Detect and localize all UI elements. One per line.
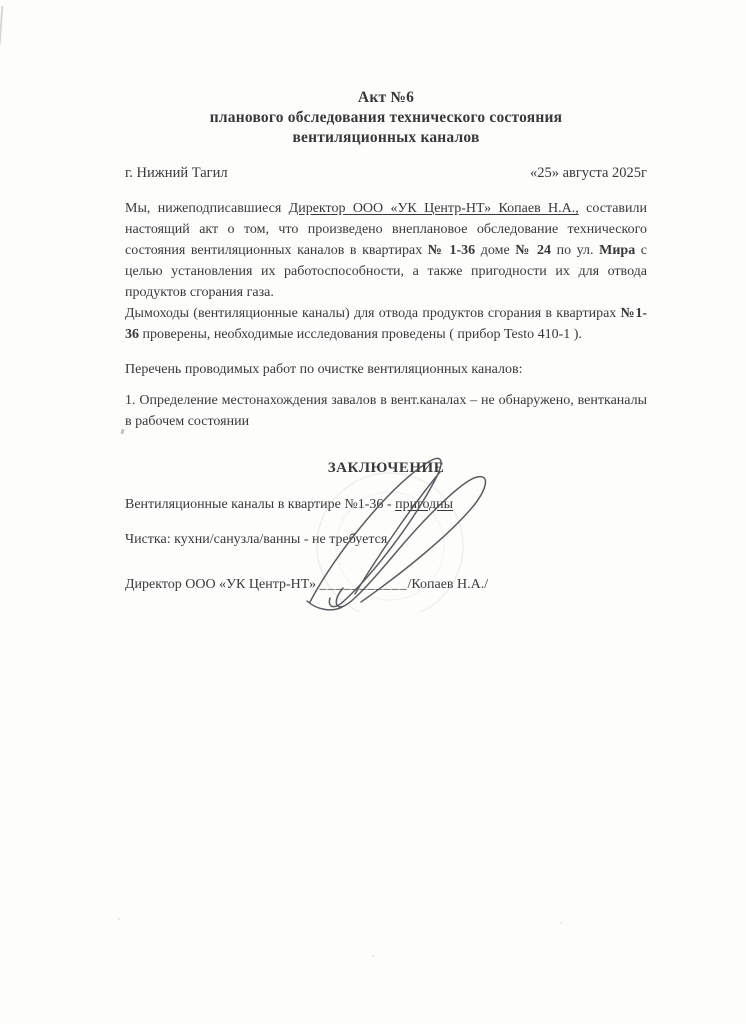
scan-artifact — [118, 918, 120, 920]
conclusion-cleaning: Чистка: кухни/санузла/ванны - не требуется — [125, 532, 388, 547]
document-body — [125, 198, 647, 432]
meta-row — [125, 164, 647, 182]
scan-artifact — [372, 955, 374, 957]
title-line-subject: планового обследования технического состояния — [209, 109, 563, 126]
document-content — [125, 88, 647, 609]
title-line-act-number: Акт №6 — [357, 89, 415, 106]
scan-artifact — [560, 922, 562, 924]
paragraph-main: Мы, нижеподписавшиеся Директор ООО «УК Центр-НТ» Копаев Н.А., составили настоящий акт о том, что произведено внеплановое обследование технического состояния вентиляционных каналов в квартирах № 1-36 доме № 24 по ул. Мира с целью установления их работоспособности, а также пригодности их для отвода продуктов сгорания газа. — [125, 201, 647, 300]
signature-name: /Копаев Н.А./ — [407, 577, 489, 592]
title-line-object: вентиляционных каналов — [292, 129, 480, 146]
paragraph-chimneys: Дымоходы (вентиляционные каналы) для отвода продуктов сгорания в квартирах №1-36 проверены, необходимые исследования проведены ( прибор Testo 410-1 ). — [125, 306, 648, 342]
scan-artifact — [0, 6, 3, 44]
city-label: г. Нижний Тагил — [125, 165, 228, 181]
document-title — [125, 88, 647, 148]
paragraph-works-intro: Перечень проводимых работ по очистке вентиляционных каналов: — [125, 362, 523, 377]
date-label: «25» августа 2025г — [529, 165, 647, 181]
signature-label: Директор ООО «УК Центр-НТ» — [125, 577, 316, 592]
signature-blank-line: ___________ — [319, 577, 408, 592]
conclusion-heading: ЗАКЛЮЧЕНИЕ — [327, 460, 445, 476]
signature-row — [125, 574, 647, 595]
paragraph-work-item-1: 1. Определение местонахождения завалов в вент.каналах – не обнаружено, вентканалы в рабочем состоянии — [125, 393, 647, 429]
conclusion-verdict: Вентиляционные каналы в квартире №1-36 - пригодны — [125, 497, 454, 512]
